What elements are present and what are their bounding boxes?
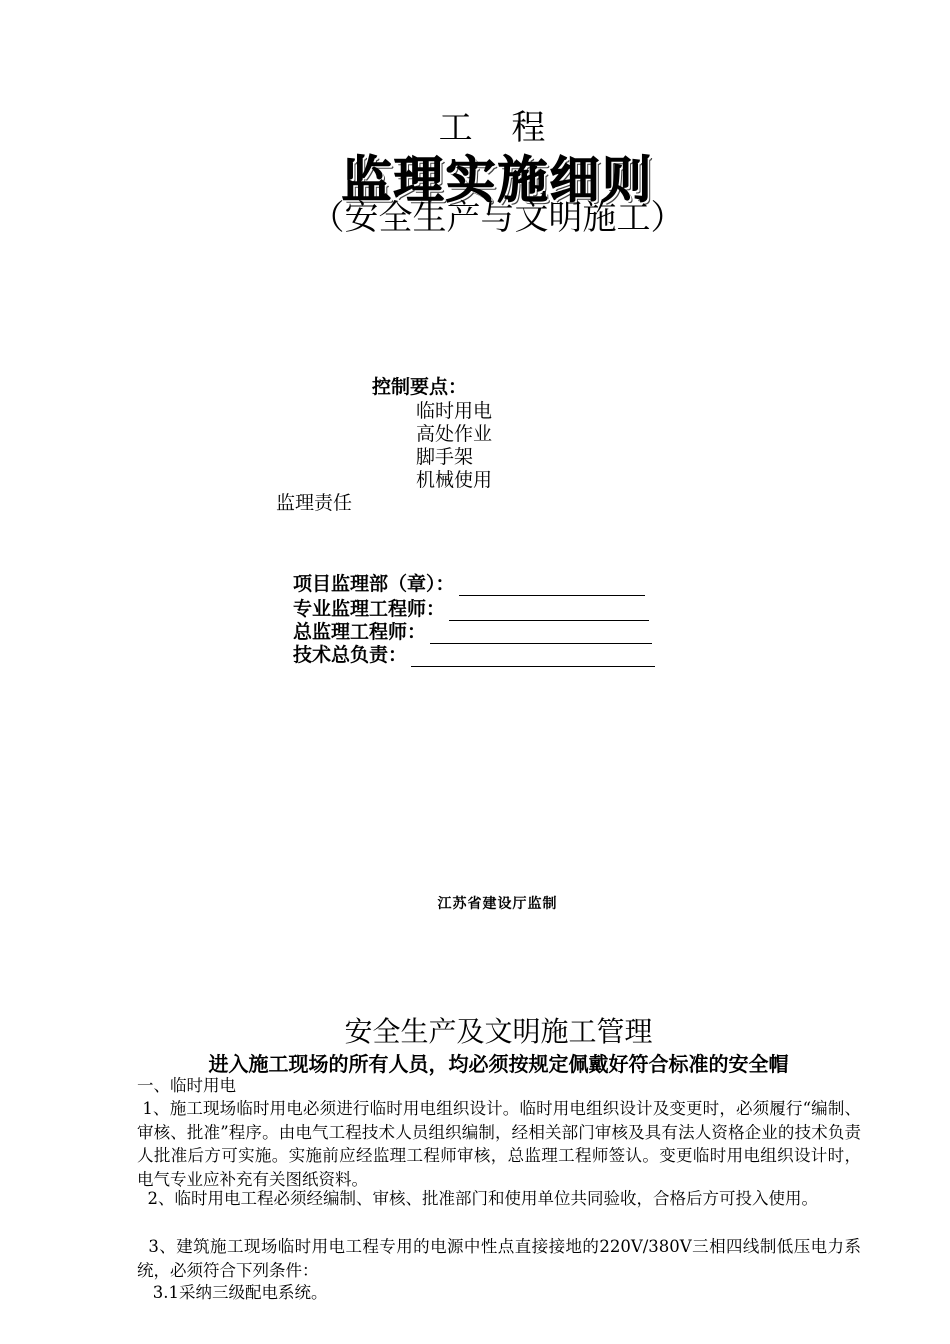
responsibility-label: 监理责任 [276,492,353,514]
safety-helmet-notice: 进入施工现场的所有人员，均必须按规定佩戴好符合标准的安全帽 [208,1052,789,1076]
signature-blank[interactable] [459,575,645,596]
signature-label: 项目监理部（章）： [293,573,455,595]
signature-blank[interactable] [411,646,655,667]
control-points-heading: 控制要点： [372,376,468,398]
section-title: 安全生产及文明施工管理 [344,1015,653,1048]
control-item: 高处作业 [416,423,493,445]
paragraph-2: 2、临时用电工程必须经编制、审核、批准部门和使用单位共同验收，合格后方可投入使用。 [137,1189,818,1208]
control-item: 脚手架 [416,446,474,468]
signature-row-technical-head [293,640,655,667]
paragraph-3: 3、建筑施工现场临时用电工程专用的电源中性点直接接地的220V/380V三相四线制低压电力系统，必须符合下列条件： [137,1237,861,1280]
signature-label: 总监理工程师： [293,621,427,643]
control-item: 临时用电 [416,400,493,422]
cover-subtitle: （安全生产与文明施工） [310,198,685,238]
paragraph-1: 1、施工现场临时用电必须进行临时用电组织设计。临时用电组织设计及变更时，必须履行“编制、审核、批准”程序。由电气工程技术人员组织编制，经相关部门审核及具有法人资格企业的技术负责人批准后方可实施。实施前应经监理工程师审核，总监理工程师签认。变更临时用电组织设计时，电气专业应补充有关图纸资料。 [137,1099,861,1189]
cover-prefix: 工 程 [438,108,560,148]
heading-temporary-electricity: 一、临时用电 [137,1076,236,1095]
paragraph-4: 3.1采纳三级配电系统。 [137,1283,328,1302]
signature-label: 专业监理工程师： [293,598,446,620]
signature-label: 技术总负责： [293,644,408,666]
cover-title: 监理实施细则 [341,151,654,209]
control-item: 机械使用 [416,469,493,491]
signature-row-project-dept [293,569,645,596]
issuer-label: 江苏省建设厅监制 [437,896,558,912]
